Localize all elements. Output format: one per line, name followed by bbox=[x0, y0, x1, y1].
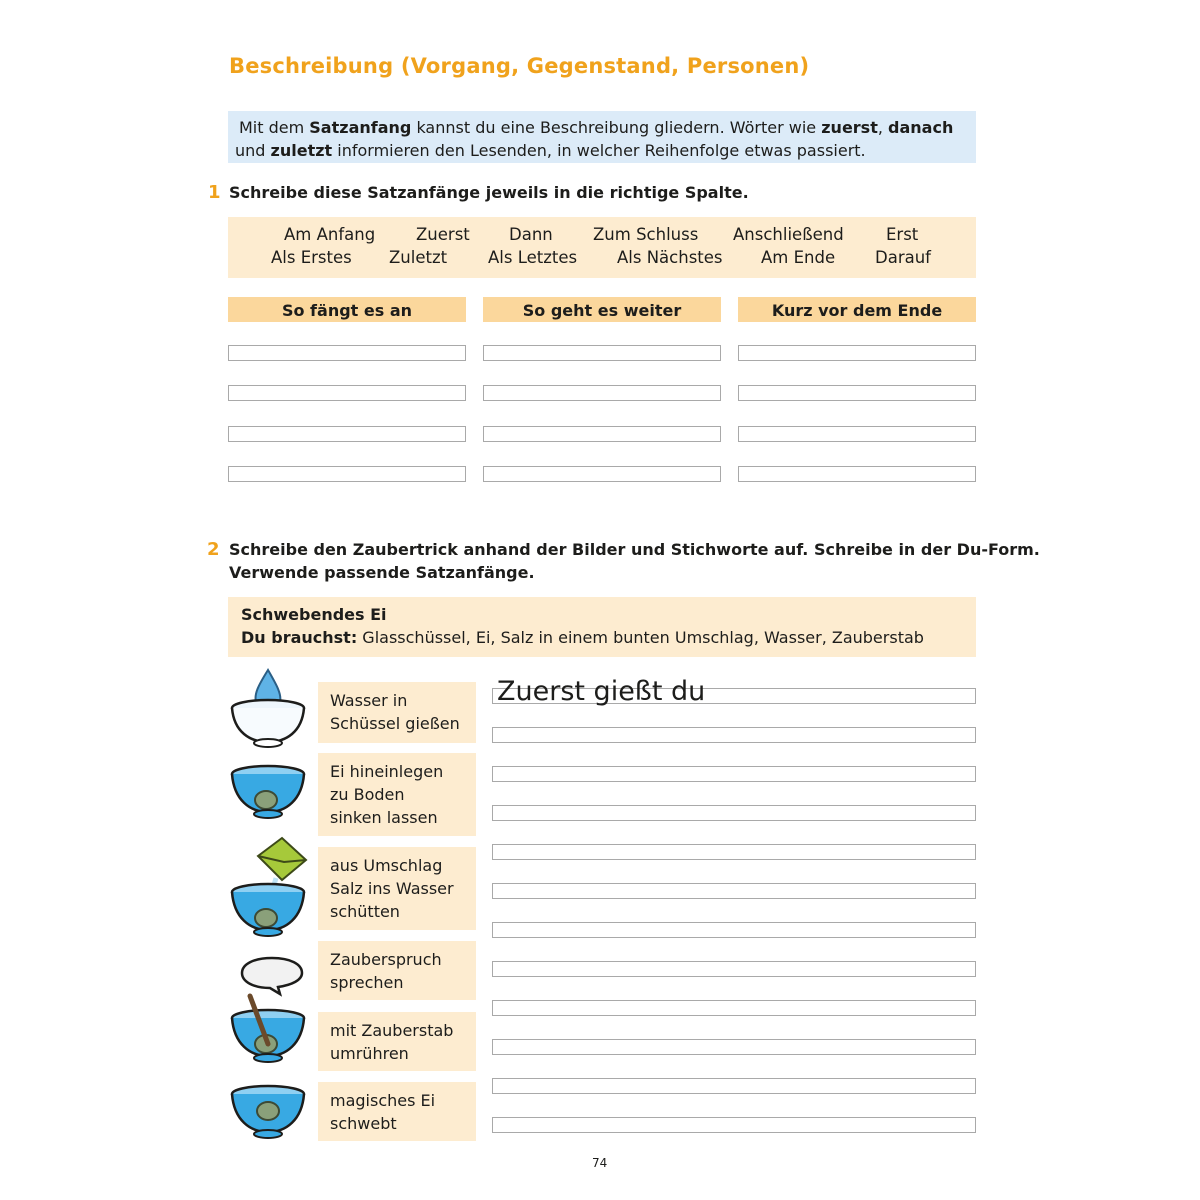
info-keyword: zuerst bbox=[821, 118, 878, 137]
word-item: Zuerst bbox=[416, 225, 470, 244]
writing-line-col-1[interactable] bbox=[228, 385, 466, 401]
handwritten-answer: Zuerst gießt du bbox=[497, 676, 706, 707]
needs-text: Glasschüssel, Ei, Salz in einem bunten Umschlag, Wasser, Zauberstab bbox=[357, 628, 924, 647]
word-item: Als Letztes bbox=[488, 248, 578, 267]
step-box bbox=[318, 1012, 476, 1071]
writing-line[interactable] bbox=[492, 922, 976, 938]
info-text: , bbox=[877, 118, 889, 137]
word-item: Zuletzt bbox=[389, 248, 448, 267]
info-box bbox=[228, 111, 976, 163]
word-item: Am Anfang bbox=[284, 225, 376, 244]
writing-line[interactable] bbox=[492, 727, 976, 743]
step-text: schütten bbox=[330, 902, 400, 921]
word-item: Am Ende bbox=[761, 248, 836, 267]
info-text: kannst du eine Beschreibung gliedern. Wörter wie bbox=[411, 118, 822, 137]
task-2-number: 2 bbox=[207, 539, 220, 560]
writing-line[interactable] bbox=[492, 805, 976, 821]
word-item: Als Nächstes bbox=[617, 248, 723, 267]
step-box bbox=[318, 753, 476, 836]
step-text: magisches Ei bbox=[330, 1091, 436, 1110]
info-text: informieren den Lesenden, in welcher Reihenfolge etwas passiert. bbox=[332, 141, 866, 160]
column-header-middle: So geht es weiter bbox=[483, 297, 721, 322]
word-item: Zum Schluss bbox=[593, 225, 699, 244]
step-text: Zauberspruch bbox=[330, 950, 442, 969]
word-item: Als Erstes bbox=[271, 248, 352, 267]
writing-line[interactable] bbox=[492, 883, 976, 899]
step-box bbox=[318, 682, 476, 743]
writing-line-col-2[interactable] bbox=[483, 426, 721, 442]
word-item: Erst bbox=[886, 225, 919, 244]
needs-label: Du brauchst: bbox=[241, 628, 358, 647]
writing-line-col-3[interactable] bbox=[738, 466, 976, 482]
task-1-instruction: Schreibe diese Satzanfänge jeweils in die richtige Spalte. bbox=[229, 183, 749, 202]
info-keyword: Satzanfang bbox=[309, 118, 412, 137]
writing-line-col-3[interactable] bbox=[738, 426, 976, 442]
word-item: Anschließend bbox=[733, 225, 844, 244]
step-text: umrühren bbox=[330, 1044, 409, 1063]
page-title: Beschreibung (Vorgang, Gegenstand, Personen) bbox=[229, 54, 810, 78]
step-text: Salz ins Wasser bbox=[330, 879, 454, 898]
speech-bubble-icon bbox=[240, 954, 304, 996]
writing-line-col-1[interactable] bbox=[228, 345, 466, 361]
task-2-line: Verwende passende Satzanfänge. bbox=[229, 563, 535, 582]
step-text: zu Boden bbox=[330, 785, 405, 804]
writing-line-col-1[interactable] bbox=[228, 426, 466, 442]
step-text: Schüssel gießen bbox=[330, 714, 460, 733]
writing-line-col-2[interactable] bbox=[483, 466, 721, 482]
step-text: mit Zauberstab bbox=[330, 1021, 454, 1040]
step-text: sprechen bbox=[330, 973, 404, 992]
writing-line[interactable] bbox=[492, 766, 976, 782]
column-header-start: So fängt es an bbox=[228, 297, 466, 322]
writing-line[interactable] bbox=[492, 1000, 976, 1016]
task-1-number: 1 bbox=[208, 182, 221, 203]
bowl-egg-icon bbox=[228, 764, 308, 828]
step-text: Wasser in bbox=[330, 691, 408, 710]
step-text: sinken lassen bbox=[330, 808, 438, 827]
word-item: Dann bbox=[509, 225, 553, 244]
step-box bbox=[318, 1082, 476, 1141]
task-2-line: Schreibe den Zaubertrick anhand der Bilder und Stichworte auf. Schreibe in der Du-Form. bbox=[229, 540, 1040, 559]
info-text: und bbox=[235, 141, 271, 160]
writing-line[interactable] bbox=[492, 961, 976, 977]
word-box bbox=[228, 217, 976, 278]
bowl-water-drop-icon bbox=[228, 666, 308, 750]
writing-line[interactable] bbox=[492, 1078, 976, 1094]
recipe-title: Schwebendes Ei bbox=[241, 605, 387, 624]
writing-line-col-3[interactable] bbox=[738, 345, 976, 361]
writing-line-col-2[interactable] bbox=[483, 345, 721, 361]
step-box bbox=[318, 941, 476, 1000]
writing-line[interactable] bbox=[492, 1039, 976, 1055]
info-text: Mit dem bbox=[239, 118, 310, 137]
step-text: Ei hineinlegen bbox=[330, 762, 444, 781]
info-keyword: danach bbox=[888, 118, 954, 137]
envelope-bowl-icon bbox=[228, 834, 308, 946]
task-2-instruction bbox=[229, 538, 1040, 584]
bowl-wand-icon bbox=[228, 994, 308, 1070]
recipe-box bbox=[228, 597, 976, 657]
step-text: aus Umschlag bbox=[330, 856, 443, 875]
column-header-end: Kurz vor dem Ende bbox=[738, 297, 976, 322]
page-number: 74 bbox=[592, 1156, 608, 1170]
bowl-floating-egg-icon bbox=[228, 1084, 308, 1144]
writing-line-col-1[interactable] bbox=[228, 466, 466, 482]
writing-line-col-2[interactable] bbox=[483, 385, 721, 401]
step-box bbox=[318, 847, 476, 930]
writing-line[interactable] bbox=[492, 844, 976, 860]
info-keyword: zuletzt bbox=[270, 141, 333, 160]
writing-line[interactable] bbox=[492, 1117, 976, 1133]
word-item: Darauf bbox=[875, 248, 931, 267]
step-text: schwebt bbox=[330, 1114, 397, 1133]
writing-line-col-3[interactable] bbox=[738, 385, 976, 401]
